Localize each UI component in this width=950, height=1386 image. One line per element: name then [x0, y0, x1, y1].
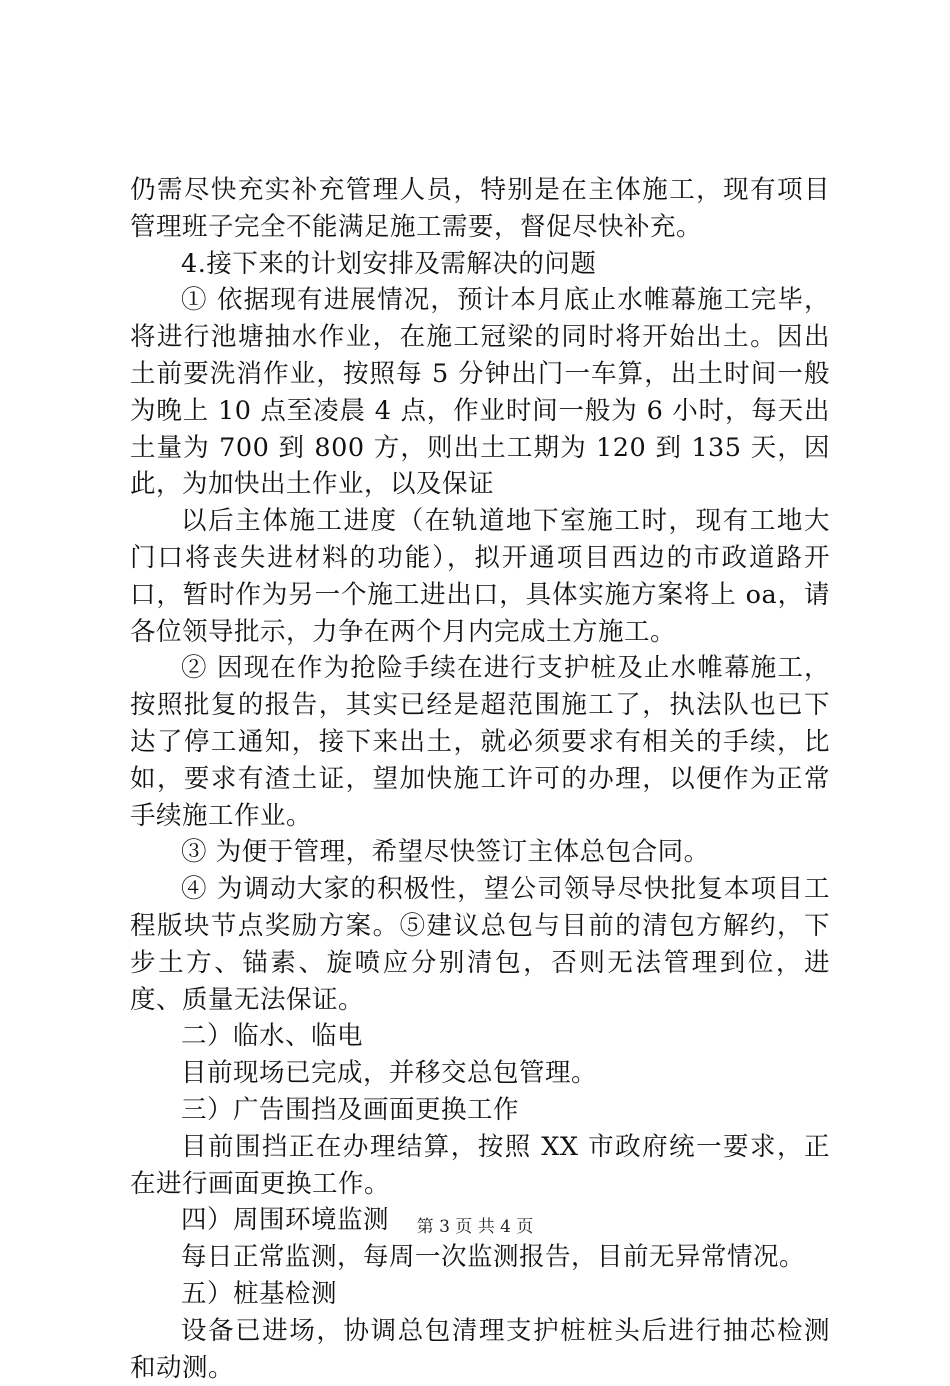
paragraph-item-1-cont: 以后主体施工进度（在轨道地下室施工时，现有工地大门口将丧失进材料的功能），拟开通项目西边的市政道路开口，暂时作为另一个施工进出口，具体实施方案将上 oa，请各位领导批示，力争在两个月内完成土方施工。 [130, 506, 830, 647]
section-heading-plan: 4.接下来的计划安排及需解决的问题 [181, 248, 597, 279]
paragraph-continuation: 仍需尽快充实补充管理人员，特别是在主体施工，现有项目管理班子完全不能满足施工需要，督促尽快补充。 [130, 175, 830, 242]
paragraph-item-4: ④ 为调动大家的积极性，望公司领导尽快批复本项目工程版块节点奖励方案。⑤建议总包与目前的清包方解约，下步土方、锚素、旋喷应分别清包，否则无法管理到位，进度、质量无法保证。 [130, 874, 830, 1015]
document-body [130, 172, 830, 1386]
paragraph-monitoring: 每日正常监测，每周一次监测报告，目前无异常情况。 [181, 1242, 806, 1273]
paragraph-item-3: ③ 为便于管理，希望尽快签订主体总包合同。 [181, 837, 710, 868]
section-heading-advertising: 三）广告围挡及画面更换工作 [181, 1094, 520, 1125]
paragraph-item-1: ① 依据现有进展情况，预计本月底止水帷幕施工完毕，将进行池塘抽水作业，在施工冠梁的同时将开始出土。因出土前要洗消作业，按照每 5 分钟出门一车算，出土时间一般为晚上 10 点至凌晨 4 点，作业时间一般为 6 小时，每天出土量为 700 到 800 方，则出土工期为 120 到 135 天，因此，为加快出土作业，以及保证 [130, 285, 830, 500]
paragraph-pile-testing: 设备已进场，协调总包清理支护桩桩头后进行抽芯检测和动测。 [130, 1315, 830, 1383]
section-heading-pile-testing: 五）桩基检测 [181, 1278, 338, 1309]
paragraph-water-power: 目前现场已完成，并移交总包管理。 [181, 1058, 598, 1089]
page-footer: 第 3 页 共 4 页 [416, 1217, 534, 1237]
section-heading-monitoring: 四）周围环境监测 [181, 1205, 390, 1236]
section-heading-water-power: 二）临水、临电 [181, 1021, 364, 1052]
paragraph-advertising: 目前围挡正在办理结算，按照 XX 市政府统一要求，正在进行画面更换工作。 [130, 1131, 830, 1199]
paragraph-item-2: ② 因现在作为抢险手续在进行支护桩及止水帷幕施工，按照批复的报告，其实已经是超范围施工了，执法队也已下达了停工通知，接下来出土，就必须要求有相关的手续，比如，要求有渣土证，望加快施工许可的办理，以便作为正常手续施工作业。 [130, 653, 830, 831]
